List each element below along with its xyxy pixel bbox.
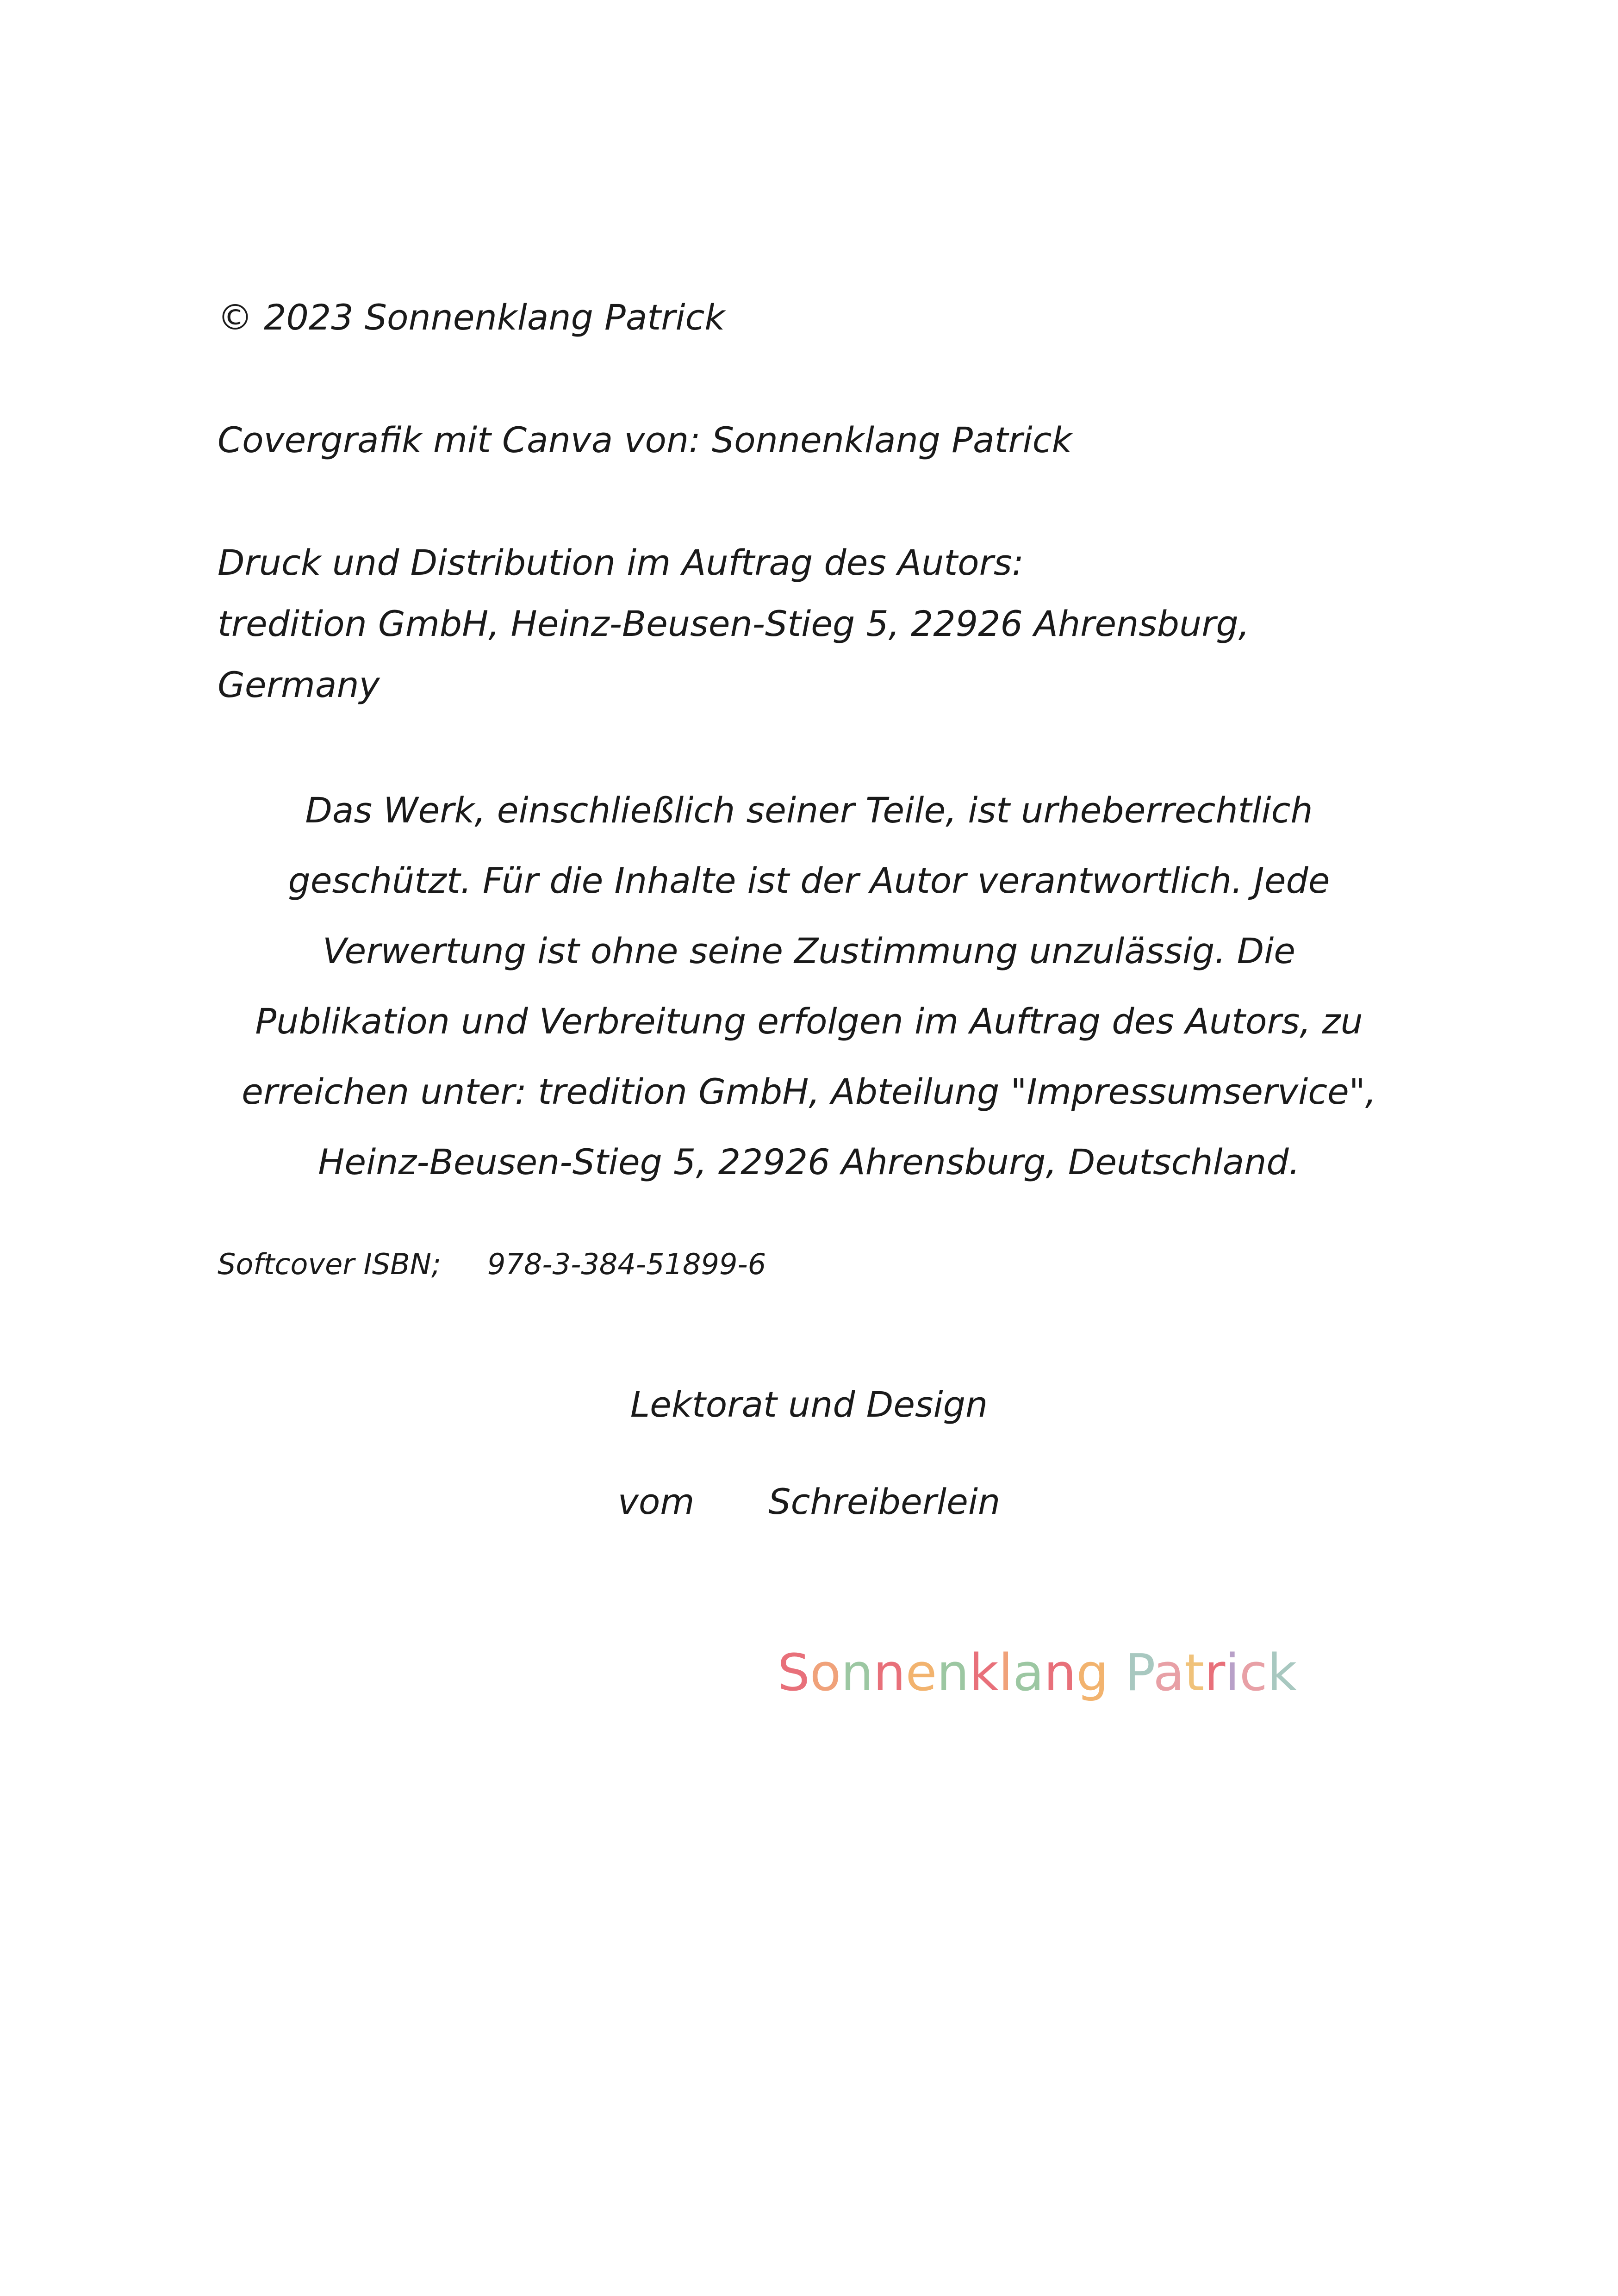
signature-letter: i — [1225, 1643, 1239, 1702]
signature-letter: e — [905, 1643, 937, 1702]
legal-notice — [0, 775, 1618, 1197]
design-credit-line-2 — [0, 1453, 1618, 1550]
signature-letter: a — [1153, 1643, 1185, 1702]
cover-credit — [218, 410, 1072, 471]
signature-letter: k — [1267, 1643, 1297, 1702]
signature-letter: o — [809, 1643, 841, 1702]
print-info-line: tredition GmbH, Heinz-Beusen-Stieg 5, 22926 Ahrensburg, — [218, 603, 1250, 644]
author-signature-logo — [778, 1643, 1297, 1702]
legal-notice-line: Verwertung ist ohne seine Zustimmung unzulässig. Die — [322, 930, 1296, 971]
signature-letter: n — [937, 1643, 969, 1702]
copyright-notice — [218, 287, 725, 348]
isbn-value: 978-3-384-51899-6 — [487, 1247, 766, 1281]
legal-notice-line: Das Werk, einschließlich seiner Teile, ist urheberrechtlich — [305, 790, 1313, 831]
legal-notice-line: geschützt. Für die Inhalte ist der Autor verantwortlich. Jede — [288, 860, 1330, 901]
design-credit-line: Lektorat und Design — [630, 1384, 988, 1425]
print-info-line: Druck und Distribution im Auftrag des Autors: — [218, 542, 1024, 583]
signature-letter: P — [1125, 1643, 1153, 1702]
signature-letter: S — [778, 1643, 810, 1702]
signature-letter: n — [1044, 1643, 1077, 1702]
isbn-line — [218, 1247, 766, 1281]
signature-letter: l — [998, 1643, 1013, 1702]
legal-notice-line: Heinz-Beusen-Stieg 5, 22926 Ahrensburg, Deutschland. — [318, 1141, 1300, 1182]
design-credit-vom: vom — [617, 1481, 695, 1522]
signature-letter: n — [873, 1643, 906, 1702]
signature-letter — [1108, 1643, 1125, 1702]
isbn-label: Softcover ISBN; — [218, 1247, 441, 1281]
cover-credit-line: Covergrafik mit Canva von: Sonnenklang Patrick — [218, 419, 1072, 460]
print-info-line: Germany — [218, 664, 380, 705]
legal-notice-line: Publikation und Verbreitung erfolgen im Auftrag des Autors, zu — [255, 1001, 1363, 1042]
signature-letter: a — [1013, 1643, 1044, 1702]
signature-letter: n — [841, 1643, 873, 1702]
signature-letter: c — [1239, 1643, 1268, 1702]
signature-letter: r — [1204, 1643, 1226, 1702]
copyright-line: © 2023 Sonnenklang Patrick — [218, 297, 725, 338]
signature-letter: t — [1184, 1643, 1205, 1702]
design-credit-name: Schreiberlein — [768, 1481, 1001, 1522]
print-distribution-info — [218, 532, 1250, 716]
signature-letter: k — [969, 1643, 999, 1702]
signature-letter: g — [1076, 1643, 1109, 1702]
legal-notice-line: erreichen unter: tredition GmbH, Abteilung "Impressumservice", — [242, 1071, 1376, 1112]
design-credit — [0, 1356, 1618, 1550]
